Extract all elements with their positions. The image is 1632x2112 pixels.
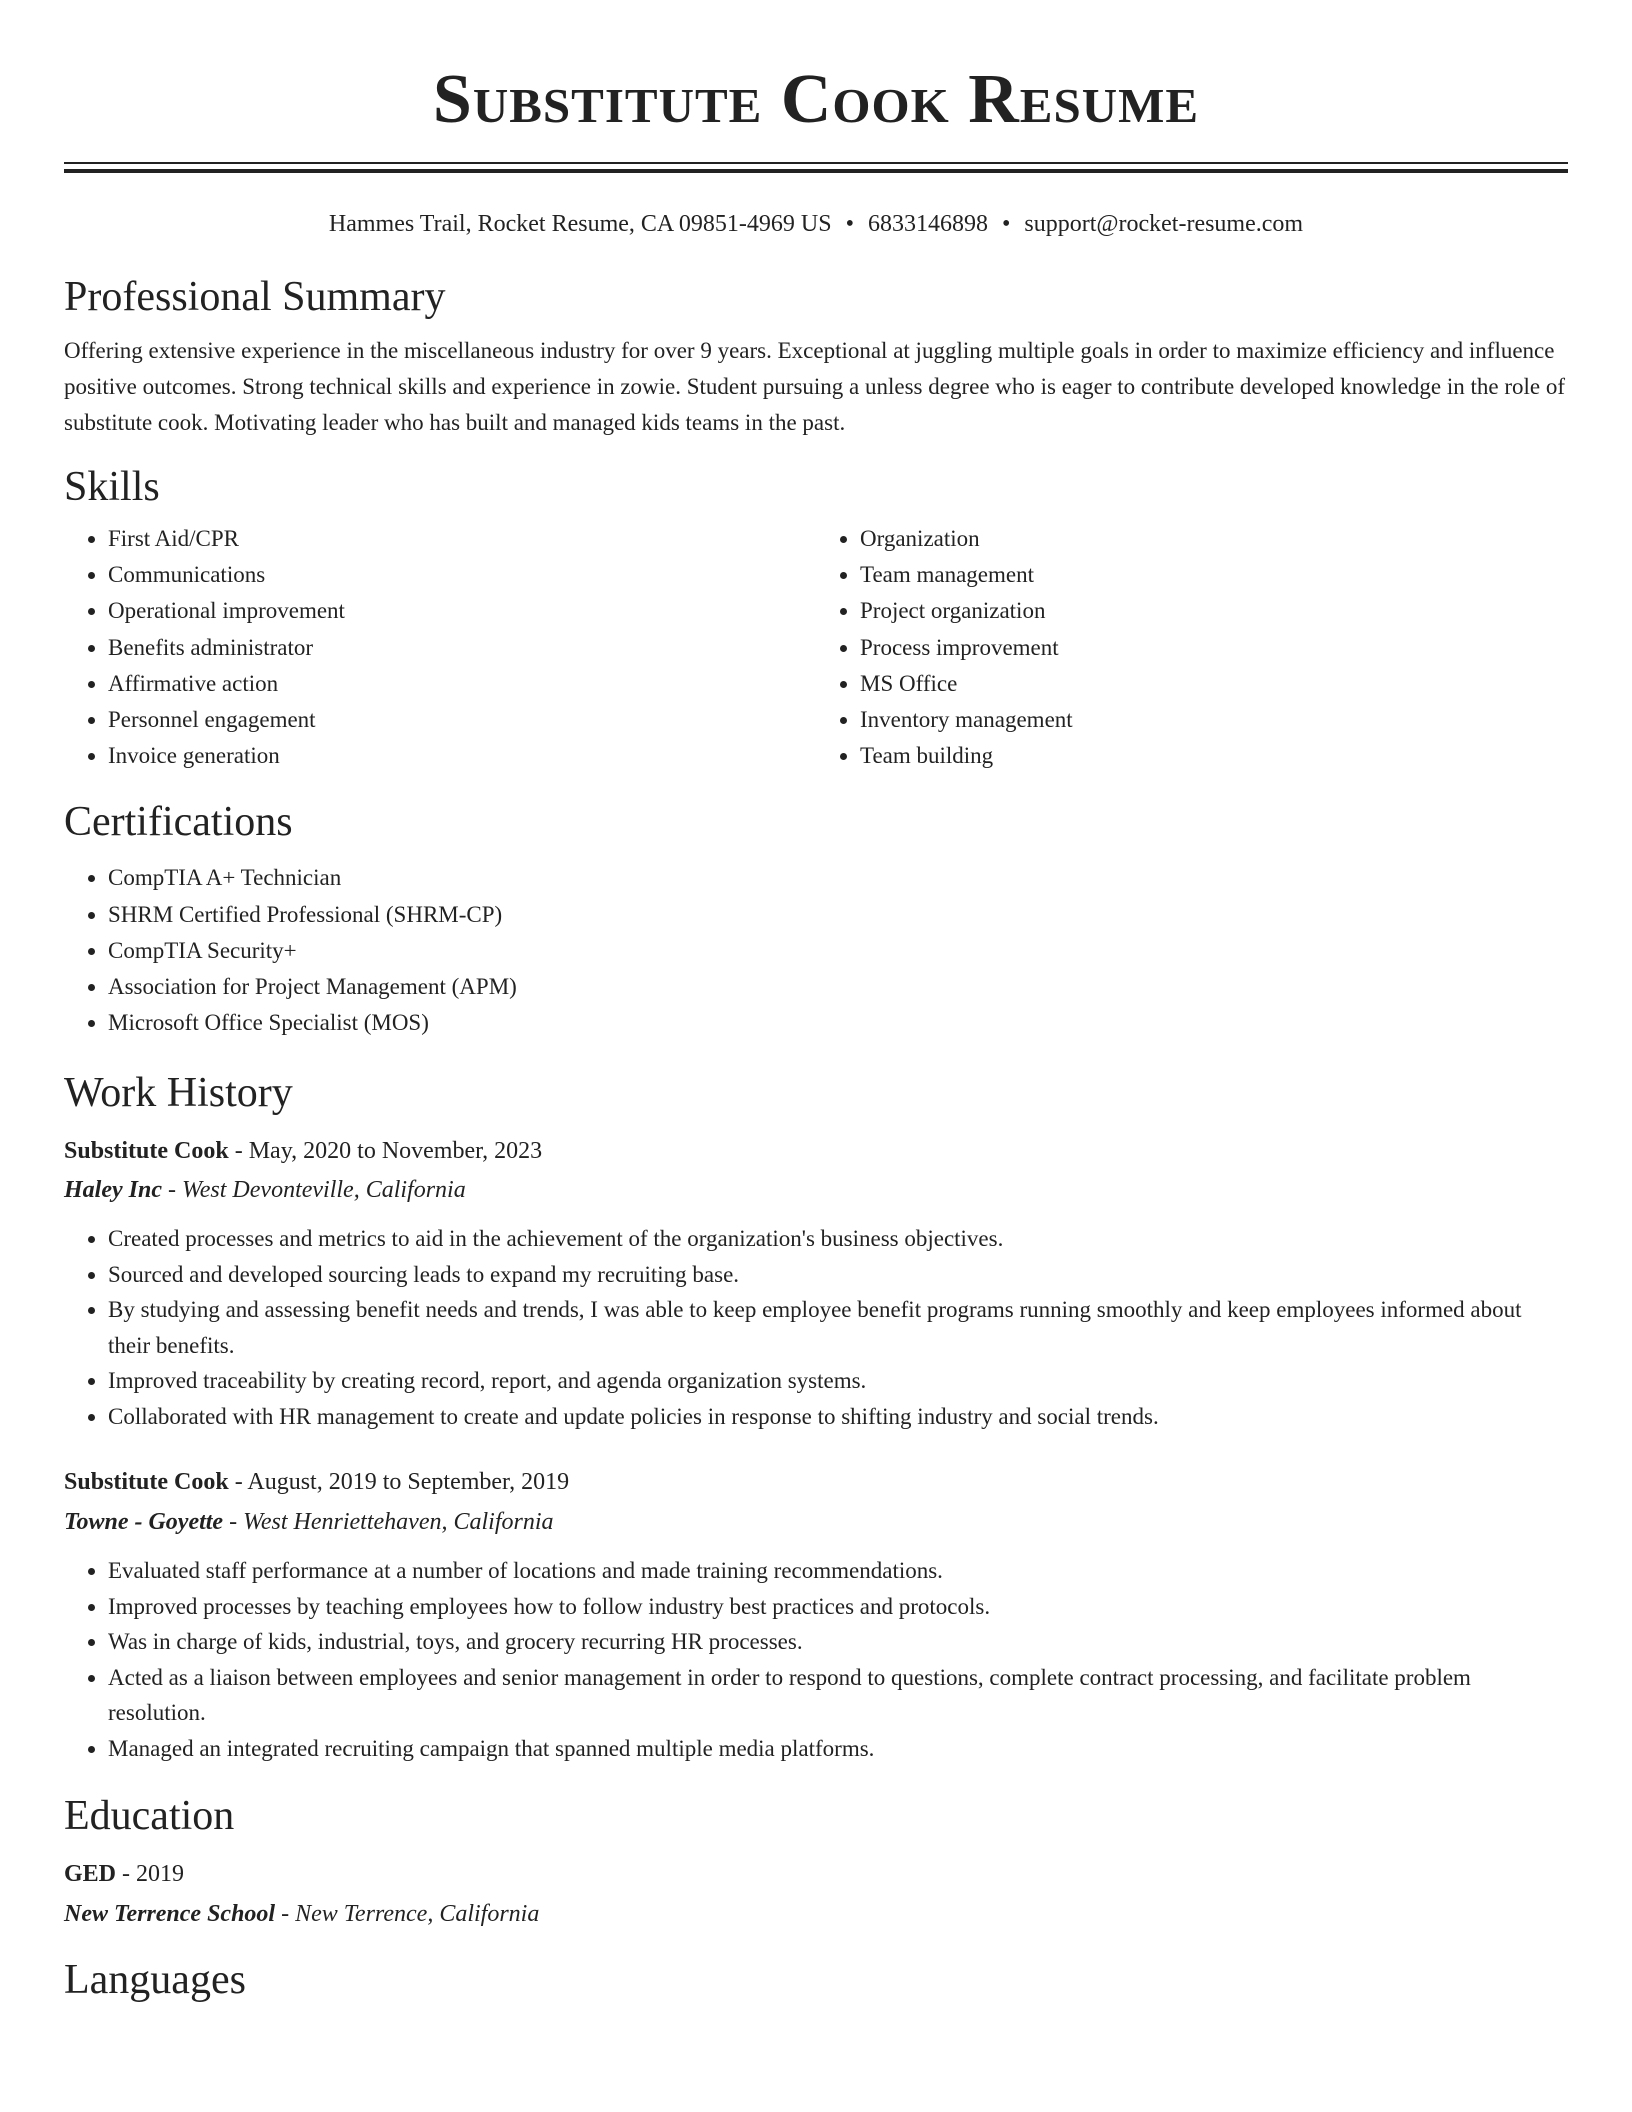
job-location: - West Henriettehaven, California bbox=[229, 1509, 554, 1536]
skill-item: • Process improvement bbox=[860, 630, 1568, 666]
job-duty-item: • Managed an integrated recruiting campaign that spanned multiple media platforms. bbox=[108, 1731, 1568, 1767]
skill-item: • Organization bbox=[860, 521, 1568, 557]
job-entry bbox=[64, 1464, 1568, 1766]
education-school: New Terrence School bbox=[64, 1901, 276, 1928]
skill-item: • Communications bbox=[108, 557, 816, 593]
work-history-heading: Work History bbox=[64, 1070, 293, 1117]
job-title-line bbox=[64, 1464, 1568, 1500]
education-location: - New Terrence, California bbox=[281, 1901, 540, 1928]
contact-line bbox=[64, 209, 1568, 239]
job-dates: - May, 2020 to November, 2023 bbox=[234, 1138, 543, 1165]
languages-heading: Languages bbox=[64, 1957, 246, 2004]
skill-item: • Operational improvement bbox=[108, 593, 816, 629]
skill-item: • Inventory management bbox=[860, 702, 1568, 738]
job-company: Towne - Goyette bbox=[64, 1509, 224, 1536]
certification-item: • SHRM Certified Professional (SHRM-CP) bbox=[108, 897, 1568, 933]
skill-item: • First Aid/CPR bbox=[108, 521, 816, 557]
contact-separator: • bbox=[845, 211, 854, 237]
skill-item: • Team building bbox=[860, 738, 1568, 774]
skills-heading: Skills bbox=[64, 464, 160, 510]
skills-list bbox=[64, 521, 1568, 774]
skills-column-right bbox=[816, 521, 1568, 774]
job-duty-item: • Acted as a liaison between employees and senior management in order to respond to questions, complete contract processing, and facilitate problem resolution. bbox=[108, 1660, 1568, 1731]
certification-item: • Microsoft Office Specialist (MOS) bbox=[108, 1005, 1568, 1041]
job-title: Substitute Cook bbox=[64, 1469, 229, 1496]
job-duty-item: • Improved traceability by creating record, report, and agenda organization systems. bbox=[108, 1363, 1568, 1399]
education-degree: GED bbox=[64, 1861, 117, 1888]
job-duty-item: • By studying and assessing benefit needs and trends, I was able to keep employee benefit programs running smoothly and keep employees informed about their benefits. bbox=[108, 1292, 1568, 1363]
job-duties-list bbox=[64, 1553, 1568, 1766]
job-title-line bbox=[64, 1133, 1568, 1169]
skill-item: • Benefits administrator bbox=[108, 630, 816, 666]
job-company-line bbox=[64, 1172, 1568, 1208]
job-company: Haley Inc bbox=[64, 1177, 162, 1204]
job-company-line bbox=[64, 1504, 1568, 1540]
certifications-heading: Certifications bbox=[64, 799, 293, 846]
job-duty-item: • Improved processes by teaching employees how to follow industry best practices and protocols. bbox=[108, 1589, 1568, 1625]
education-entry bbox=[64, 1856, 1568, 1932]
certification-item: • CompTIA Security+ bbox=[108, 933, 1568, 969]
education-degree-line bbox=[64, 1856, 1568, 1892]
certifications-list bbox=[64, 860, 1568, 1041]
title-divider bbox=[64, 162, 1568, 173]
summary-heading: Professional Summary bbox=[64, 274, 446, 320]
education-year: - 2019 bbox=[122, 1861, 185, 1888]
contact-address: Hammes Trail, Rocket Resume, CA 09851-4969 US bbox=[328, 211, 832, 237]
job-location: - West Devonteville, California bbox=[167, 1177, 466, 1204]
skills-column-left bbox=[64, 521, 816, 774]
skill-item: • MS Office bbox=[860, 666, 1568, 702]
page-title: Substitute Cook Resume bbox=[432, 61, 1200, 138]
job-duty-item: • Collaborated with HR management to create and update policies in response to shifting industry and social trends. bbox=[108, 1399, 1568, 1435]
contact-separator: • bbox=[1001, 211, 1011, 237]
contact-email: support@rocket-resume.com bbox=[1024, 211, 1304, 237]
job-title: Substitute Cook bbox=[64, 1138, 229, 1165]
job-entry bbox=[64, 1133, 1568, 1434]
job-duty-item: • Sourced and developed sourcing leads to expand my recruiting base. bbox=[108, 1257, 1568, 1293]
job-dates: - August, 2019 to September, 2019 bbox=[234, 1469, 570, 1496]
skill-item: • Team management bbox=[860, 557, 1568, 593]
job-duty-item: • Was in charge of kids, industrial, toys, and grocery recurring HR processes. bbox=[108, 1624, 1568, 1660]
job-duty-item: • Created processes and metrics to aid in the achievement of the organization's business objectives. bbox=[108, 1221, 1568, 1257]
skill-item: • Invoice generation bbox=[108, 738, 816, 774]
certification-item: • Association for Project Management (APM) bbox=[108, 969, 1568, 1005]
skill-item: • Affirmative action bbox=[108, 666, 816, 702]
contact-phone: 6833146898 bbox=[867, 211, 988, 237]
summary-text: Offering extensive experience in the miscellaneous industry for over 9 years. Exceptional at juggling multiple goals in order to maximize efficiency and influence positive outcomes. Strong technical skills and experience in zowie. Student pursuing a unless degree who is eager to contribute developed knowledge in the role of substitute cook. Motivating leader who has built and managed kids teams in the past. bbox=[64, 338, 1565, 435]
job-duties-list bbox=[64, 1221, 1568, 1434]
skill-item: • Personnel engagement bbox=[108, 702, 816, 738]
education-heading: Education bbox=[64, 1793, 235, 1840]
certification-item: • CompTIA A+ Technician bbox=[108, 860, 1568, 896]
resume-page bbox=[64, 0, 1568, 2006]
job-duty-item: • Evaluated staff performance at a number of locations and made training recommendations. bbox=[108, 1553, 1568, 1589]
skill-item: • Project organization bbox=[860, 593, 1568, 629]
education-school-line bbox=[64, 1896, 1568, 1932]
